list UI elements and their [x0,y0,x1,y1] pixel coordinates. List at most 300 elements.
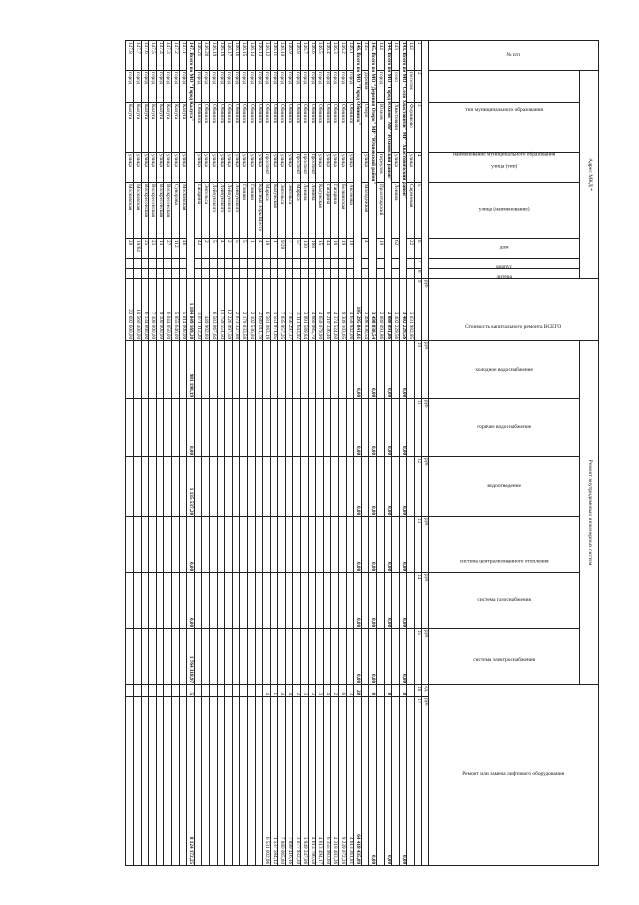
building-cell [308,259,316,269]
table-row [407,41,415,866]
elevator-count-cell: 1 [270,685,278,697]
street-type-cell: проспект [263,153,271,183]
letter-cell [164,269,172,279]
mo-type-cell: город [149,71,157,103]
table-row [354,41,362,866]
gas-cell: 0,00 [354,573,362,629]
gas-cell [172,573,180,629]
col-num: 11 [415,399,422,457]
row-number: 146.13 [255,41,263,71]
col-num: 2 [415,71,422,103]
col-num: 13 [415,517,422,573]
house-cell: 25 [141,239,149,259]
hot-water-cell [225,399,233,457]
mo-type-cell: город [179,71,187,103]
col-num: 15 [415,629,422,685]
house-cell: 14 [156,239,164,259]
total-cost-cell: 6 134 000,00 [141,279,149,341]
mo-type-cell: город [285,71,293,103]
mo-name-cell: Обнинск [339,103,347,153]
row-number: 146.4 [323,41,331,71]
table-row [255,41,263,866]
cold-water-cell: 0,00 [384,341,392,399]
hot-water-cell [149,399,157,457]
total-cost-cell: 6 210 336,46 [323,279,331,341]
table-row [209,41,217,866]
table-row [331,41,339,866]
gas-cell: 0,00 [369,573,377,629]
table-row [247,41,255,866]
electric-cell [164,629,172,685]
elevator-count-cell [377,685,385,697]
street-type-cell: улица [126,153,134,183]
table-row [323,41,331,866]
heating-cell [407,517,415,573]
building-cell [255,259,263,269]
col-num: 9 [415,279,422,341]
street-name-cell: Ленина [308,183,316,239]
street-name-cell: Сиреневая [407,183,415,239]
cold-water-cell [339,341,347,399]
mo-type-cell: город [316,71,324,103]
heating-cell [323,517,331,573]
mo-name-cell: Обнинск [247,103,255,153]
table-row [164,41,172,866]
mo-type-cell: город [323,71,331,103]
unit-rub: руб [422,341,429,399]
col-num: 5 [415,183,422,239]
elevator-amount-cell [240,697,248,866]
elevator-amount-cell: 4 613 361,81 [346,697,354,866]
gas-cell [194,573,202,629]
street-type-cell: улица [240,153,248,183]
cold-water-cell [285,341,293,399]
subtotal-label: 146. Всего по МО "Город Обнинск" [354,41,362,279]
letter-cell [392,269,400,279]
total-cost-cell: 2 080 091,86 [384,279,392,341]
elevator-count-cell: 4 [263,685,271,697]
heating-cell: 0,00 [187,517,195,573]
heating-cell [392,517,400,573]
hot-water-cell [179,399,187,457]
table-row [217,41,225,866]
street-type-cell: улица [285,153,293,183]
electric-cell [377,629,385,685]
mo-name-cell: Калуга [149,103,157,153]
house-cell: 27 [164,239,172,259]
elevator-amount-cell: 7 899 416,16 [285,697,293,866]
street-name-cell: Московская [126,183,134,239]
building-cell [149,259,157,269]
col-num: 7 [415,259,422,269]
elevator-amount-cell [179,697,187,866]
unit-rub: руб [422,399,429,457]
total-cost-cell: 2 102 536,04 [247,279,255,341]
house-cell: 1 [247,239,255,259]
mo-name-cell: Обнинск [331,103,339,153]
table-row [384,41,392,866]
building-cell [209,259,217,269]
letter-cell [209,269,217,279]
sewerage-cell [232,457,240,517]
cold-water-cell [156,341,164,399]
sewerage-cell [225,457,233,517]
heating-cell: 0,00 [399,517,407,573]
gas-cell: 0,00 [187,573,195,629]
sewerage-cell [392,457,400,517]
building-cell [293,259,301,269]
heating-cell [225,517,233,573]
house-cell: 22 [407,239,415,259]
elevator-amount-cell: 1 537 584,12 [270,697,278,866]
hot-water-cell [263,399,271,457]
heating-cell: 0,00 [354,517,362,573]
street-name-cell: Московская [134,183,142,239]
electric-cell [263,629,271,685]
electric-cell [255,629,263,685]
cold-water-cell [255,341,263,399]
elevator-count-cell: 0 [384,685,392,697]
street-name-cell: Гагарина [331,183,339,239]
house-cell: 57 [293,239,301,259]
building-cell [316,259,324,269]
elevator-amount-cell [377,697,385,866]
gas-cell [141,573,149,629]
table-row [232,41,240,866]
table-row [377,41,385,866]
street-type-cell: улица [202,153,210,183]
street-name-cell: Воскресенская [156,183,164,239]
house-cell: 46 [179,239,187,259]
electric-cell [285,629,293,685]
building-cell [339,259,347,269]
col-num: 10 [415,341,422,399]
gas-cell [331,573,339,629]
house-cell: 4 [255,239,263,259]
street-type-cell: улица [361,153,369,183]
cold-water-cell [179,341,187,399]
col-num: 16 [415,685,422,697]
elevator-amount-cell: 6 531 002,96 [263,697,271,866]
electric-cell [194,629,202,685]
letter-cell [217,269,225,279]
heating-cell [285,517,293,573]
hot-water-cell [172,399,180,457]
mo-type-cell: деревня [361,71,369,103]
total-cost-cell: 5 014 000,00 [179,279,187,341]
sewerage-cell [149,457,157,517]
street-type-cell: улица [141,153,149,183]
building-cell [270,259,278,269]
sewerage-cell [194,457,202,517]
building-cell [232,259,240,269]
gas-cell [308,573,316,629]
unit-rub: руб [422,573,429,629]
gas-cell [232,573,240,629]
building-cell [346,259,354,269]
mo-name-cell: Обнинск [308,103,316,153]
header-total-cost: Стоимость капитального ремонта ВСЕГО [429,279,599,341]
building-cell [156,259,164,269]
table-row [270,41,278,866]
elevator-count-cell: 28 [354,685,362,697]
mo-name-cell: Обнинск [316,103,324,153]
street-name-cell: Глинки [247,183,255,239]
street-type-cell: улица [209,153,217,183]
heating-cell: 0,00 [369,517,377,573]
heating-cell [194,517,202,573]
street-name-cell: Маркса [293,183,301,239]
elevator-amount-cell [361,697,369,866]
hot-water-cell: 0,00 [369,399,377,457]
cold-water-cell: 0,00 [399,341,407,399]
mo-name-cell: Обнинск [255,103,263,153]
elevator-count-cell [247,685,255,697]
total-cost-cell: 7 956 297,37 [285,279,293,341]
row-number: 146.9 [285,41,293,71]
sewerage-cell: 0,00 [354,457,362,517]
cold-water-cell [293,341,301,399]
mo-type-cell: город [301,71,309,103]
letter-cell [361,269,369,279]
cold-water-cell [270,341,278,399]
mo-name-cell: Обнинск [232,103,240,153]
elevator-amount-cell: 4 613 786,58 [308,697,316,866]
elevator-count-cell [392,685,400,697]
elevator-count-cell [202,685,210,697]
hot-water-cell [308,399,316,457]
elevator-amount-cell [247,697,255,866]
street-type-cell: улица [407,153,415,183]
mo-name-cell: Ферзиково [407,103,415,153]
mo-type-cell: город [270,71,278,103]
street-type-cell: улица [392,153,400,183]
hot-water-cell [331,399,339,457]
header-electric: система электроснабжения [429,629,580,685]
row-number: 146.19 [209,41,217,71]
sewerage-cell [240,457,248,517]
street-type-cell: проспект [308,153,316,183]
subtotal-label: 145. Всего по МО "Деревня Озеро" МР "Юхновский район" [369,41,377,279]
letter-cell [179,269,187,279]
gas-cell [301,573,309,629]
house-cell: 16 [331,239,339,259]
hot-water-cell [377,399,385,457]
hot-water-cell [232,399,240,457]
row-number: 146.6 [308,41,316,71]
hot-water-cell [134,399,142,457]
street-name-cell: Глинки [240,183,248,239]
table-row [308,41,316,866]
electric-cell [361,629,369,685]
table-row [285,41,293,866]
table-row [172,41,180,866]
heating-cell [301,517,309,573]
cold-water-cell: 0,00 [369,341,377,399]
gas-cell [247,573,255,629]
mo-type-cell: город [126,71,134,103]
col-num: 14 [415,573,422,629]
street-name-cell: Энгельса [278,183,286,239]
heating-cell [217,517,225,573]
elevator-count-cell: 0 [399,685,407,697]
house-cell: 5 [232,239,240,259]
street-name-cell: Красных Зорь/Шоссе [255,183,263,239]
letter-cell [377,269,385,279]
electric-cell [301,629,309,685]
sewerage-cell [247,457,255,517]
heating-cell [293,517,301,573]
header-heating: система централизованного отопления [429,517,580,573]
cold-water-cell [149,341,157,399]
sewerage-cell [179,457,187,517]
building-cell [172,259,180,269]
building-cell [217,259,225,269]
elevator-count-cell: 3 [301,685,309,697]
hot-water-cell [293,399,301,457]
row-number: 147.2 [172,41,180,71]
elevator-count-cell [209,685,217,697]
electric-cell [308,629,316,685]
elevator-amount-cell: 6 155 983,60 [323,697,331,866]
header-cold-water: холодное водоснабжение [429,341,580,399]
street-name-cell: Калужская [270,183,278,239]
elevator-amount-cell: 7 880 065,80 [278,697,286,866]
street-type-cell: улица [316,153,324,183]
hot-water-cell [209,399,217,457]
letter-cell [134,269,142,279]
sewerage-cell [293,457,301,517]
cold-water-cell [346,341,354,399]
street-name-cell: Московская [179,183,187,239]
letter-cell [339,269,347,279]
house-cell: 1 [270,239,278,259]
sewerage-cell [202,457,210,517]
gas-cell [407,573,415,629]
letter-cell [240,269,248,279]
street-type-cell: улица [149,153,157,183]
heating-cell [346,517,354,573]
electric-cell: 0,00 [399,629,407,685]
table-row [134,41,142,866]
mo-type-cell: город [339,71,347,103]
electric-cell [316,629,324,685]
mo-type-cell: город [156,71,164,103]
gas-cell [126,573,134,629]
row-number: 142 [407,41,415,71]
street-type-cell: проспект [293,153,301,183]
mo-name-cell: Обнинск [270,103,278,153]
elevator-amount-cell: 64 418 435,09 [354,697,362,866]
total-cost-cell: 12 226 997,59 [225,279,233,341]
sewerage-cell [255,457,263,517]
cold-water-cell [301,341,309,399]
table-row [194,41,202,866]
gas-cell [209,573,217,629]
mo-type-cell: город [202,71,210,103]
unit-ed: ед. [422,685,429,697]
house-cell: 4 [361,239,369,259]
row-number: 147.5 [149,41,157,71]
mo-name-cell: Калуга [164,103,172,153]
row-number: 146.8 [293,41,301,71]
house-cell: 2 [225,239,233,259]
table-row [293,41,301,866]
letter-cell [255,269,263,279]
street-type-cell: улица [179,153,187,183]
heating-cell [134,517,142,573]
building-cell [202,259,210,269]
building-cell [323,259,331,269]
table-row [316,41,324,866]
table-row [149,41,157,866]
elevator-amount-cell: 9 239 072,28 [339,697,347,866]
total-cost-cell: 6 581 083,18 [263,279,271,341]
street-name-cell: Энгельса [202,183,210,239]
mo-type-cell: город [377,71,385,103]
col-num: 17 [415,697,422,866]
hot-water-cell [194,399,202,457]
elevator-count-cell: 2 [293,685,301,697]
total-cost-cell: 4 658 942,08 [346,279,354,341]
house-cell: 20 [126,239,134,259]
letter-cell [232,269,240,279]
electric-cell [392,629,400,685]
electric-cell [384,629,392,685]
sewerage-cell: 0,00 [369,457,377,517]
elevator-amount-cell [149,697,157,866]
heating-cell [172,517,180,573]
mo-name-cell: Обнинск [217,103,225,153]
elevator-count-cell [126,685,134,697]
heating-cell [270,517,278,573]
elevator-amount-cell: 4 318 483,26 [331,697,339,866]
gas-cell [225,573,233,629]
house-cell: 4 [217,239,225,259]
gas-cell [134,573,142,629]
sewerage-cell [141,457,149,517]
total-cost-cell: 9 100 000,00 [156,279,164,341]
mo-name-cell: Калуга [156,103,164,153]
electric-cell: 1 764 318,97 [187,629,195,685]
letter-cell [323,269,331,279]
row-number: 143 [392,41,400,71]
heating-cell [179,517,187,573]
header-engineering-group: Ремонт внутридомовых инженерных систем [580,341,599,685]
total-cost-cell: 7 935 957,25 [278,279,286,341]
unit-rub: руб [422,279,429,341]
sewerage-cell [285,457,293,517]
table-row [361,41,369,866]
electric-cell [149,629,157,685]
sewerage-cell: 0,00 [384,457,392,517]
col-num: 6 [415,239,422,259]
street-type-cell: улица [346,153,354,183]
table-row [187,41,195,866]
electric-cell [156,629,164,685]
mo-name-cell: Обнинск [293,103,301,153]
elevator-count-cell: 5 [187,685,195,697]
street-type-cell: улица [255,153,263,183]
mo-name-cell: Калуга [141,103,149,153]
mo-type-cell: город [255,71,263,103]
total-cost-cell: 1 184 849 169,20 [187,279,195,341]
total-cost-cell: 4 660 985,70 [308,279,316,341]
mo-name-cell: Калуга [134,103,142,153]
electric-cell [141,629,149,685]
header-elevator: Ремонт или замена лифтового оборудования [429,685,599,866]
row-number: 145 [361,41,369,71]
